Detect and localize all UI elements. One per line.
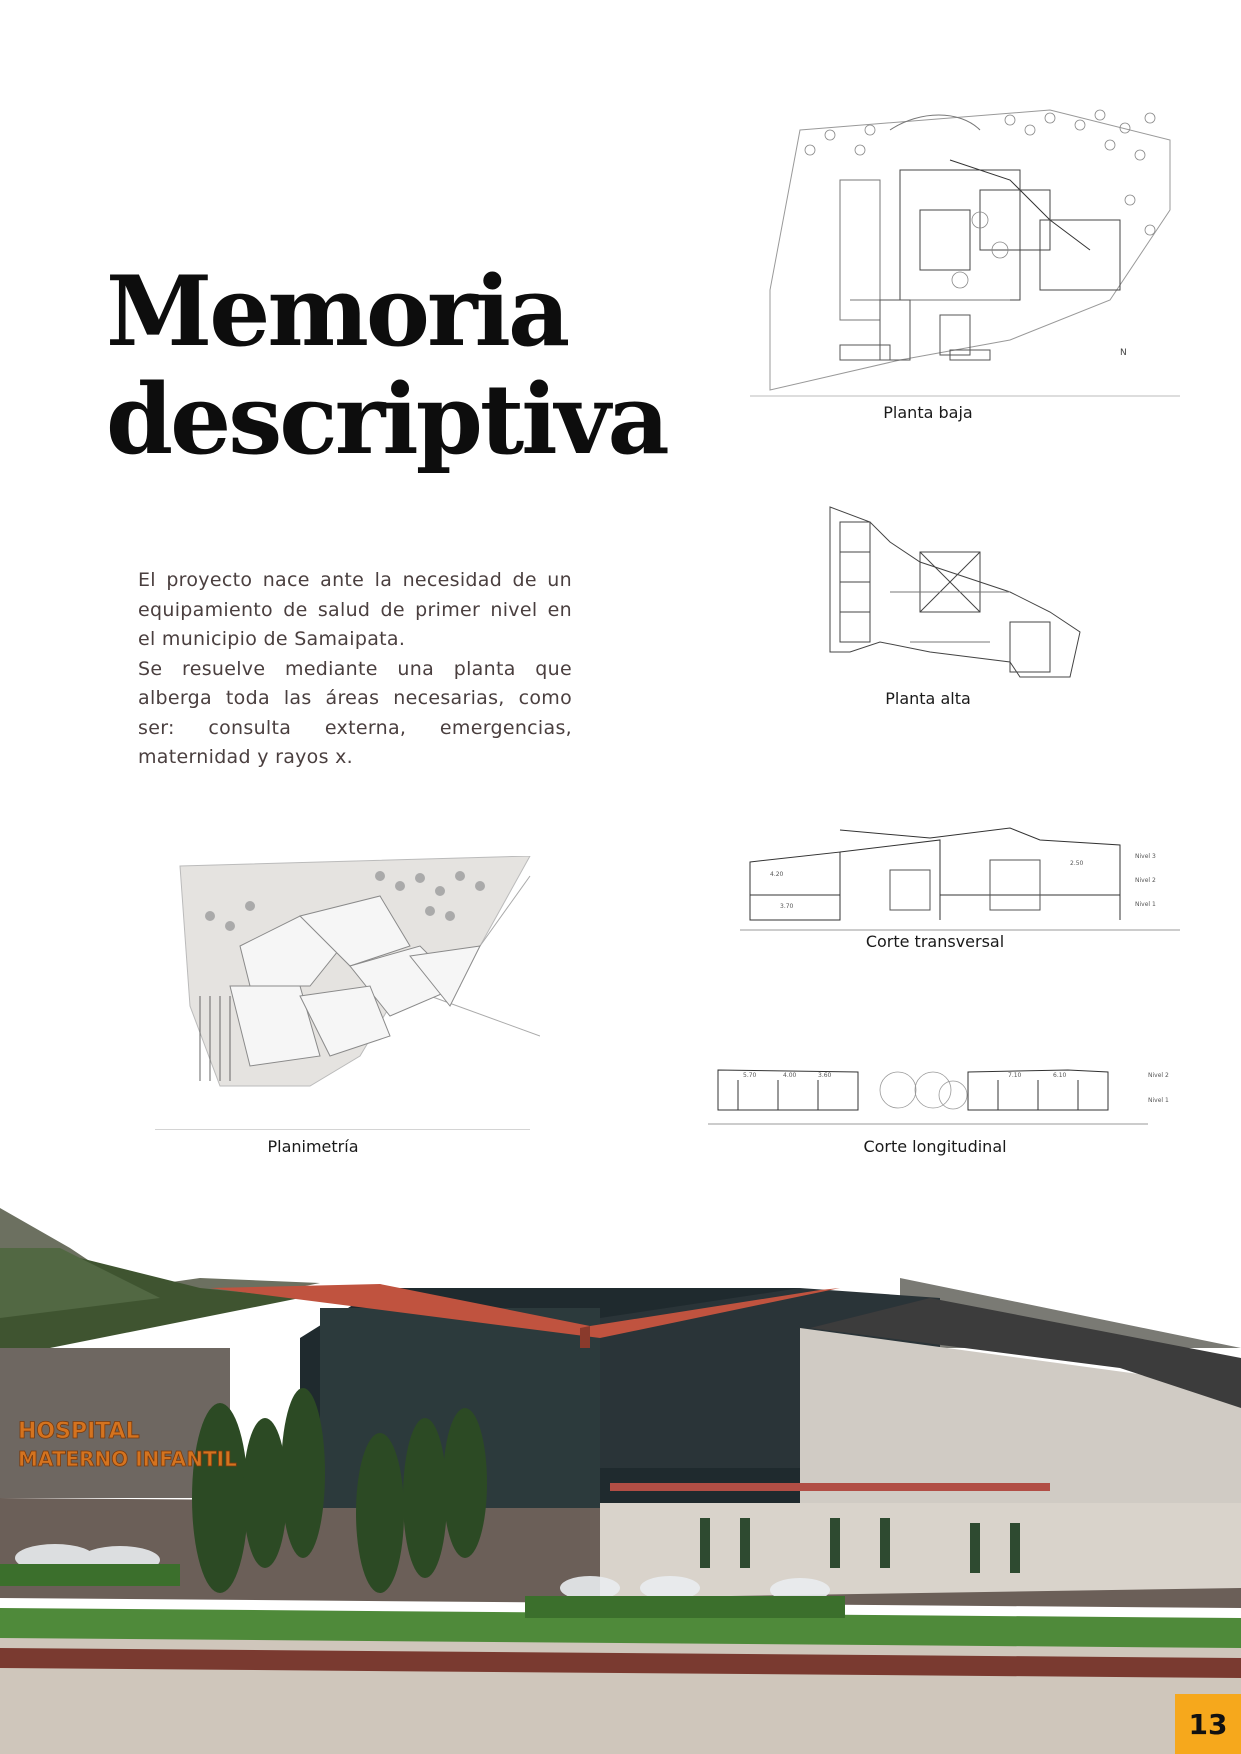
paragraph-1: El proyecto nace ante la necesidad de un equipamiento de salud de primer nivel en el municipio de Samaipata. (138, 569, 572, 650)
planta-alta-drawing (790, 502, 1090, 702)
svg-text:Nivel 1: Nivel 1 (1135, 901, 1156, 908)
svg-text:Nivel 3: Nivel 3 (1135, 853, 1156, 860)
description-text (138, 566, 572, 773)
svg-text:4.00: 4.00 (783, 1072, 797, 1079)
svg-text:3.60: 3.60 (818, 1072, 832, 1079)
caption-corte-longitudinal: Corte longitudinal (863, 1137, 1007, 1156)
paragraph-2: Se resuelve mediante una planta que alberga toda las áreas necesarias, como ser: consulta externa, emergencias, maternidad y rayos x. (138, 657, 572, 768)
hospital-render (0, 1208, 1241, 1754)
svg-text:4.20: 4.20 (770, 871, 784, 878)
svg-text:7.10: 7.10 (1008, 1072, 1022, 1079)
svg-text:3.70: 3.70 (780, 903, 794, 910)
corte-transversal-drawing (740, 820, 1180, 932)
svg-text:5.70: 5.70 (743, 1072, 757, 1079)
title-line-2: descriptiva (106, 363, 667, 476)
caption-planta-alta: Planta alta (885, 689, 971, 708)
svg-text:Nivel 2: Nivel 2 (1135, 877, 1156, 884)
svg-text:N: N (1120, 348, 1127, 358)
svg-text:2.50: 2.50 (1070, 860, 1084, 867)
svg-text:Nivel 2: Nivel 2 (1148, 1072, 1169, 1079)
hospital-render-illustration (0, 1208, 1241, 1754)
planimetria-drawing (150, 856, 540, 1130)
page-number: 13 (1175, 1694, 1241, 1754)
svg-text:6.10: 6.10 (1053, 1072, 1067, 1079)
hospital-sign-line-2: MATERNO INFANTIL (18, 1447, 237, 1471)
planta-baja-drawing (750, 100, 1180, 400)
caption-planta-baja: Planta baja (883, 403, 973, 422)
title-line-1: Memoria (106, 255, 568, 368)
hospital-sign-line-1: HOSPITAL (18, 1419, 140, 1444)
corte-longitudinal-drawing (708, 1060, 1188, 1126)
caption-planimetria: Planimetría (267, 1137, 359, 1156)
page-title (106, 255, 667, 476)
svg-text:Nivel 1: Nivel 1 (1148, 1097, 1169, 1104)
caption-corte-transversal: Corte transversal (865, 932, 1005, 951)
